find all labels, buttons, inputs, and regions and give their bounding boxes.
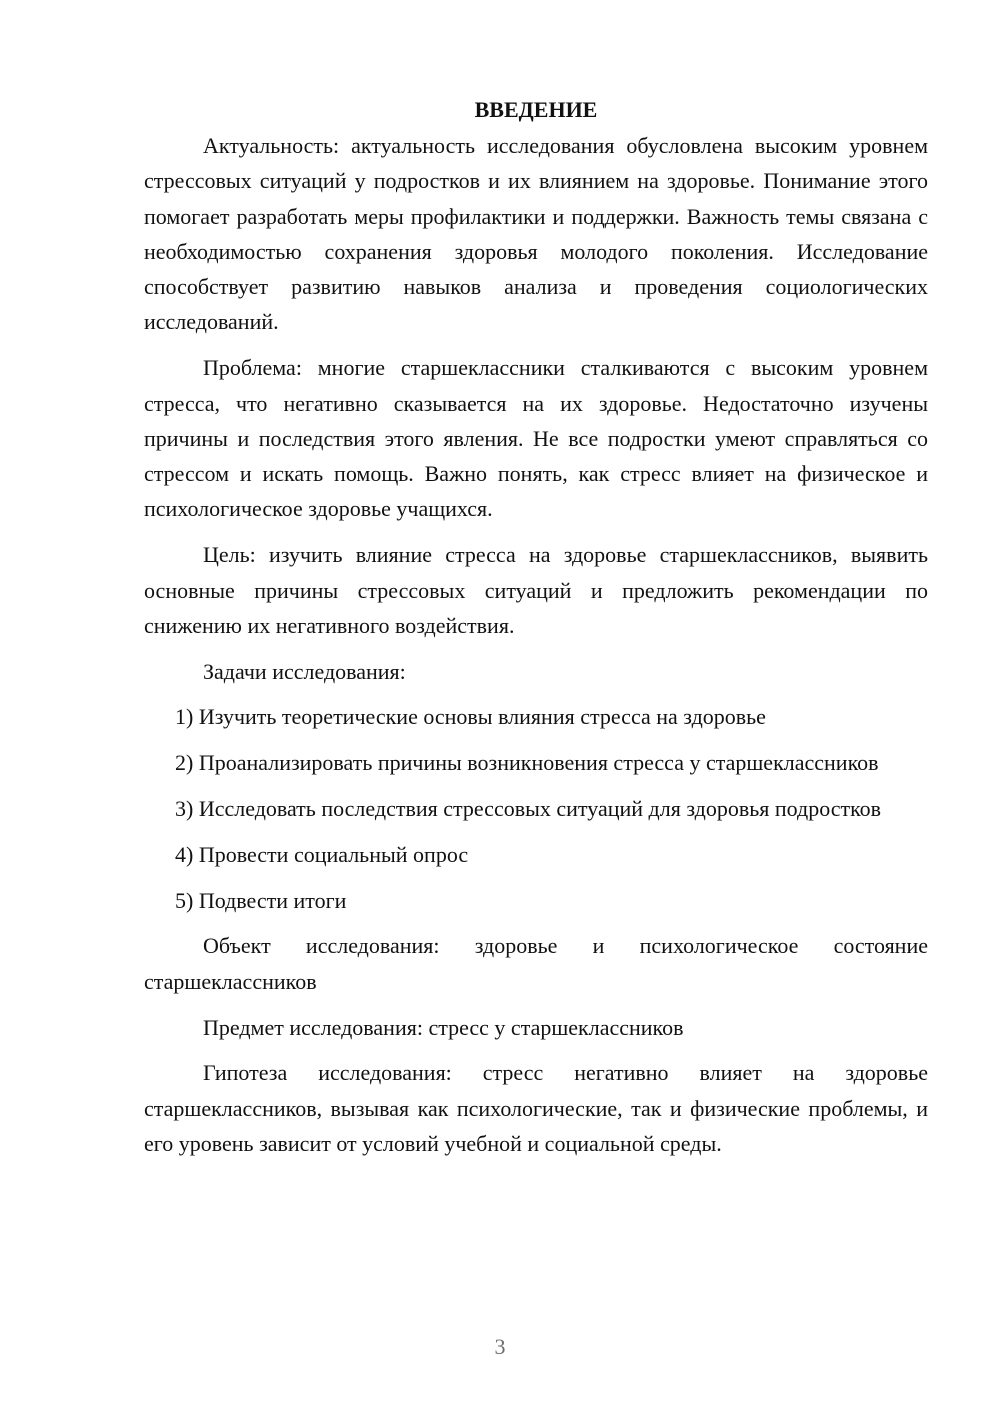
- paragraph-object: Объект исследования: здоровье и психологическое состояние старшеклассников: [144, 933, 928, 994]
- tasks-heading: Задачи исследования:: [203, 658, 406, 684]
- task-item-3: 3) Исследовать последствия стрессовых ситуаций для здоровья подростков: [175, 796, 882, 822]
- task-item-4: 4) Провести социальный опрос: [175, 841, 469, 867]
- page-title: ВВЕДЕНИЕ: [474, 97, 598, 122]
- page-content: [144, 92, 928, 1172]
- task-item-1: 1) Изучить теоретические основы влияния стресса на здоровье: [175, 704, 766, 730]
- paragraph-problem: Проблема: многие старшеклассники сталкиваются с высоким уровнем стресса, что негативно сказывается на их здоровье. Недостаточно изучены причины и последствия этого явления. Не все подростки умеют справляться со стрессом и искать помощь. Важно понять, как стресс влияет на физическое и психологическое здоровье учащихся.: [144, 355, 928, 522]
- paragraph-goal: Цель: изучить влияние стресса на здоровье старшеклассников, выявить основные причины стрессовых ситуаций и предложить рекомендации по снижению их негативного воздействия.: [144, 542, 928, 638]
- task-item-5: 5) Подвести итоги: [175, 887, 347, 913]
- page-number: 3: [494, 1334, 506, 1359]
- task-item-2: 2) Проанализировать причины возникновения стресса у старшеклассников: [175, 750, 879, 776]
- paragraph-hypothesis: Гипотеза исследования: стресс негативно влияет на здоровье старшеклассников, вызывая как психологические, так и физические проблемы, и его уровень зависит от условий учебной и социальной среды.: [144, 1060, 928, 1156]
- paragraph-relevance: Актуальность: актуальность исследования обусловлена высоким уровнем стрессовых ситуаций у подростков и их влиянием на здоровье. Понимание этого помогает разработать меры профилактики и поддержки. Важность темы связана с необходимостью сохранения здоровья молодого поколения. Исследование способствует развитию навыков анализа и проведения социологических исследований.: [144, 133, 928, 335]
- paragraph-subject: Предмет исследования: стресс у старшеклассников: [203, 1014, 684, 1040]
